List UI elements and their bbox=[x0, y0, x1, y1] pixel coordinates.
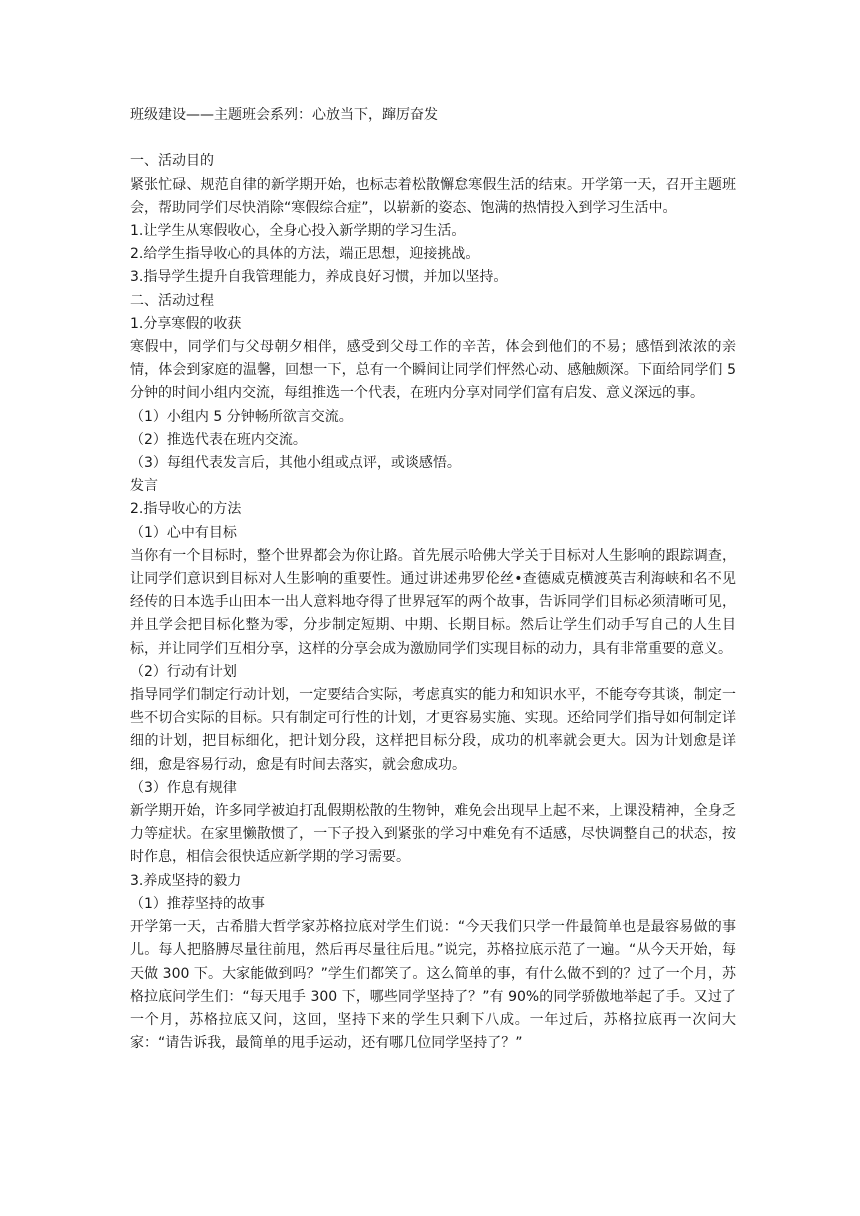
part1-tail: 发言 bbox=[130, 478, 158, 495]
section2-heading: 二、活动过程 bbox=[130, 292, 214, 309]
part1-heading: 1.分享寒假的收获 bbox=[130, 315, 242, 332]
part3-heading: 3.养成坚持的毅力 bbox=[130, 872, 242, 889]
part2-sub1-body: 当你有一个目标时，整个世界都会为你让路。首先展示哈佛大学关于目标对人生影响的跟踪调查，让同学们意识到目标对人生影响的重要性。通过讲述弗罗伦丝•查德威克横渡英吉利海峡和名不见经传的日本选手山田本一出人意料地夺得了世界冠军的两个故事，告诉同学们目标必须清晰可见，并且学会把目标化整为零，分步制定短期、中期、长期目标。然后让学生们动手写自己的人生目标，并让同学们互相分享，这样的分享会成为激励同学们实现目标的动力，具有非常重要的意义。 bbox=[130, 547, 736, 657]
part1-step-3: （3）每组代表发言后，其他小组或点评，或谈感悟。 bbox=[130, 455, 461, 472]
part2-heading: 2.指导收心的方法 bbox=[130, 501, 242, 518]
part2-sub3-heading: （3）作息有规律 bbox=[130, 779, 237, 796]
part3-sub1-body: 开学第一天，古希腊大哲学家苏格拉底对学生们说：“今天我们只学一件最简单也是最容易做的事儿。每人把胳膊尽量往前甩，然后再尽量往后甩。”说完，苏格拉底示范了一遍。“从今天开始，每天做 300 下。大家能做到吗？”学生们都笑了。这么简单的事，有什么做不到的？过了一个月，苏格拉底问学生们：“每天甩手 300 下，哪些同学坚持了？”有 90%的同学骄傲地举起了手。又过了一个月，苏格拉底又问，这回，坚持下来的学生只剩下八成。一年过后，苏格拉底再一次问大家：“请告诉我，最简单的甩手运动，还有哪几位同学坚持了？” bbox=[130, 919, 736, 1052]
goal-item-1: 1.让学生从寒假收心，全身心投入新学期的学习生活。 bbox=[130, 223, 466, 239]
goal-item-3: 3.指导学生提升自我管理能力，养成良好习惯，并加以坚持。 bbox=[130, 269, 508, 286]
part1-step-2: （2）推选代表在班内交流。 bbox=[130, 431, 307, 448]
document-title: 班级建设——主题班会系列：心放当下，蹿厉奋发 bbox=[130, 107, 438, 123]
part1-body: 寒假中，同学们与父母朝夕相伴，感受到父母工作的辛苦，体会到他们的不易；感悟到浓浓的亲情，体会到家庭的温馨，回想一下，总有一个瞬间让同学们怦然心动、感触颇深。下面给同学们 5 分钟的时间小组内交流，每组推选一个代表，在班内分享对同学们富有启发、意义深远的事。 bbox=[130, 339, 736, 402]
part3-sub1-heading: （1）推荐坚持的故事 bbox=[130, 895, 265, 912]
part2-sub2-body: 指导同学们制定行动计划，一定要结合实际，考虑真实的能力和知识水平，不能夸夸其谈，制定一些不切合实际的目标。只有制定可行性的计划，才更容易实施、实现。还给同学们指导如何制定详细的计划，把目标细化，把计划分段，这样把目标分段，成功的机率就会更大。因为计划愈是详细，愈是容易行动，愈是有时间去落实，就会愈成功。 bbox=[130, 687, 736, 773]
goal-item-2: 2.给学生指导收心的具体的方法，端正思想，迎接挑战。 bbox=[130, 246, 480, 263]
blank-line bbox=[130, 127, 736, 150]
part2-sub2-heading: （2）行动有计划 bbox=[130, 663, 237, 680]
document-page bbox=[130, 104, 736, 1055]
section1-intro: 紧张忙碌、规范自律的新学期开始，也标志着松散懈怠寒假生活的结束。开学第一天，召开主题班会，帮助同学们尽快消除“寒假综合症”，以崭新的姿态、饱满的热情投入到学习生活中。 bbox=[130, 176, 736, 216]
part2-sub3-body: 新学期开始，许多同学被迫打乱假期松散的生物钟，难免会出现早上起不来，上课没精神，全身乏力等症状。在家里懒散惯了，一下子投入到紧张的学习中难免有不适感，尽快调整自己的状态，按时作息，相信会很快适应新学期的学习需要。 bbox=[130, 803, 736, 866]
part1-step-1: （1）小组内 5 分钟畅所欲言交流。 bbox=[130, 408, 353, 425]
section1-heading: 一、活动目的 bbox=[130, 153, 214, 170]
part2-sub1-heading: （1）心中有目标 bbox=[130, 524, 237, 541]
